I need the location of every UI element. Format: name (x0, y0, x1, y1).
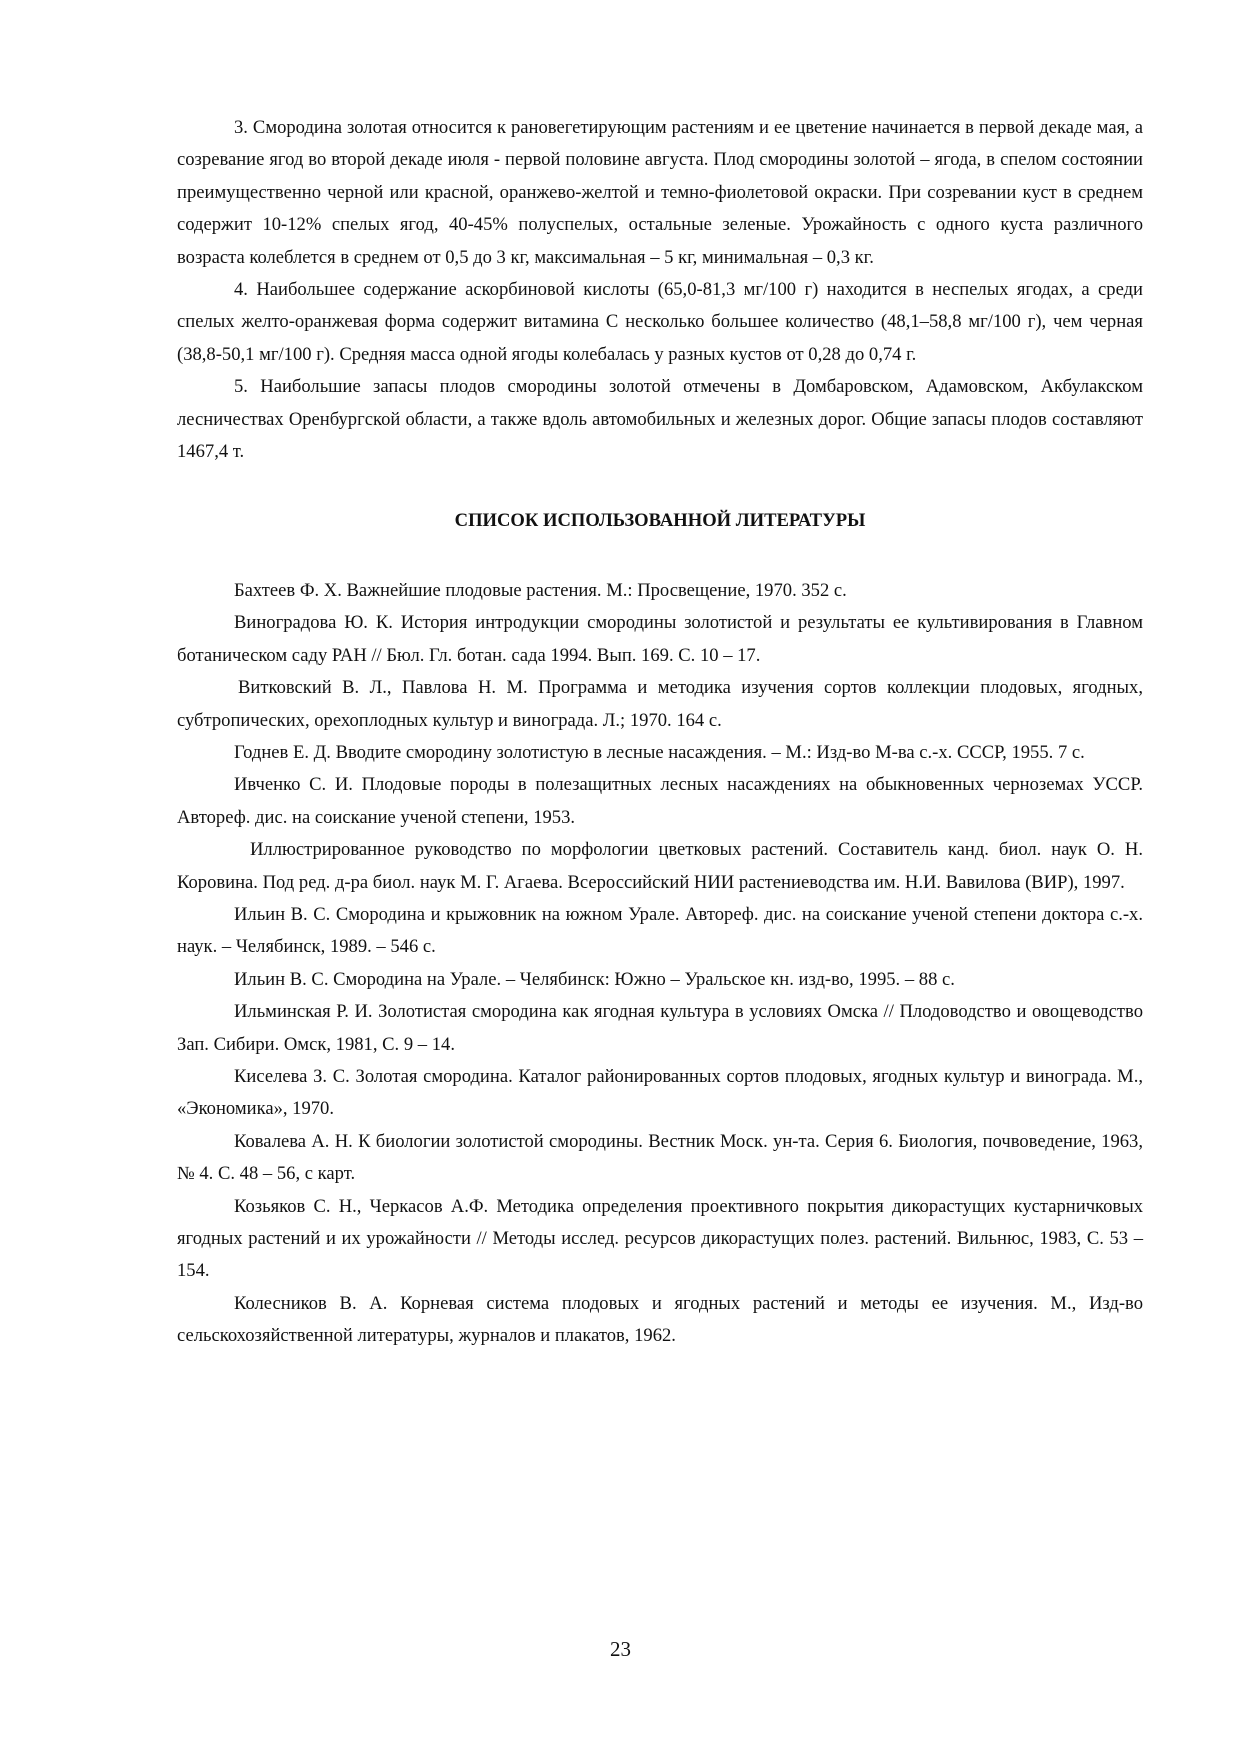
reference-item: Ковалева А. Н. К биологии золотистой смородины. Вестник Моск. ун-та. Серия 6. Биология, почвоведение, 1963, № 4. С. 48 – 56, с карт. (177, 1130, 1143, 1185)
reference-item: Киселева З. С. Золотая смородина. Каталог районированных сортов плодовых, ягодных культур и винограда. М., «Экономика», 1970. (177, 1065, 1143, 1120)
references-list (177, 575, 1143, 1353)
references-heading: СПИСОК ИСПОЛЬЗОВАННОЙ ЛИТЕРАТУРЫ (454, 510, 866, 532)
reference-item: Колесников В. А. Корневая система плодовых и ягодных растений и методы ее изучения. М., Изд-во сельскохозяйственной литературы, журналов и плакатов, 1962. (177, 1292, 1143, 1347)
document-page (177, 112, 1143, 1353)
reference-item: Виноградова Ю. К. История интродукции смородины золотистой и результаты ее культивирования в Главном ботаническом саду РАН // Бюл. Гл. ботан. сада 1994. Вып. 169. С. 10 – 17. (177, 612, 1143, 666)
conclusion-paragraph-4: 4. Наибольшее содержание аскорбиновой кислоты (65,0-81,3 мг/100 г) находится в неспелых ягодах, а среди спелых желто-оранжевая форма содержит витамина С несколько большее количество (48,1–58,8 мг/100 г), чем черная (38,8-50,1 мг/100 г). Средняя масса одной ягоды колебалась у разных кустов от 0,28 до 0,74 г. (177, 279, 1143, 365)
reference-item: Ильминская Р. И. Золотистая смородина как ягодная культура в условиях Омска // Плодоводство и овощеводство Зап. Сибири. Омск, 1981, С. 9 – 14. (177, 1001, 1143, 1055)
reference-item: Ивченко С. И. Плодовые породы в полезащитных лесных насаждениях на обыкновенных черноземах УССР. Автореф. дис. на соискание ученой степени, 1953. (177, 774, 1143, 828)
reference-item: Годнев Е. Д. Вводите смородину золотистую в лесные насаждения. – М.: Изд-во М-ва с.-х. СССР, 1955. 7 с. (234, 741, 1085, 763)
reference-item: Ильин В. С. Смородина и крыжовник на южном Урале. Автореф. дис. на соискание ученой степени доктора с.-х. наук. – Челябинск, 1989. – 546 с. (177, 903, 1143, 958)
reference-item: Ильин В. С. Смородина на Урале. – Челябинск: Южно – Уральское кн. изд-во, 1995. – 88 с. (234, 968, 955, 990)
reference-item: Бахтеев Ф. Х. Важнейшие плодовые растения. М.: Просвещение, 1970. 352 с. (234, 579, 847, 601)
reference-item: Витковский В. Л., Павлова Н. М. Программа и методика изучения сортов коллекции плодовых, ягодных, субтропических, орехоплодных культур и винограда. Л.; 1970. 164 с. (177, 677, 1143, 731)
reference-item: Козьяков С. Н., Черкасов А.Ф. Методика определения проективного покрытия дикорастущих кустарничковых ягодных растений и их урожайности // Методы исслед. ресурсов дикорастущих полез. растений. Вильнюс, 1983, С. 53 – 154. (177, 1195, 1143, 1282)
conclusion-paragraph-5: 5. Наибольшие запасы плодов смородины золотой отмечены в Домбаровском, Адамовском, Акбулакском лесничествах Оренбургской области, а также вдоль автомобильных и железных дорог. Общие запасы плодов составляют 1467,4 т. (177, 376, 1143, 463)
page-number: 23 (610, 1637, 631, 1661)
conclusion-paragraph-3: 3. Смородина золотая относится к рановегетирующим растениям и ее цветение начинается в первой декаде мая, а созревание ягод во второй декаде июля - первой половине августа. Плод смородины золотой – ягода, в спелом состоянии преимущественно черной или красной, оранжево-желтой и темно-фиолетовой окраски. При созревании куст в среднем содержит 10-12% спелых ягод, 40-45% полуспелых, остальные зеленые. Урожайность с одного куста различного возраста колеблется в среднем от 0,5 до 3 кг, максимальная – 5 кг, минимальная – 0,3 кг. (177, 117, 1143, 268)
reference-item: Иллюстрированное руководство по морфологии цветковых растений. Составитель канд. биол. наук О. Н. Коровина. Под ред. д-ра биол. наук М. Г. Агаева. Всероссийский НИИ растениеводства им. Н.И. Вавилова (ВИР), 1997. (177, 839, 1143, 893)
